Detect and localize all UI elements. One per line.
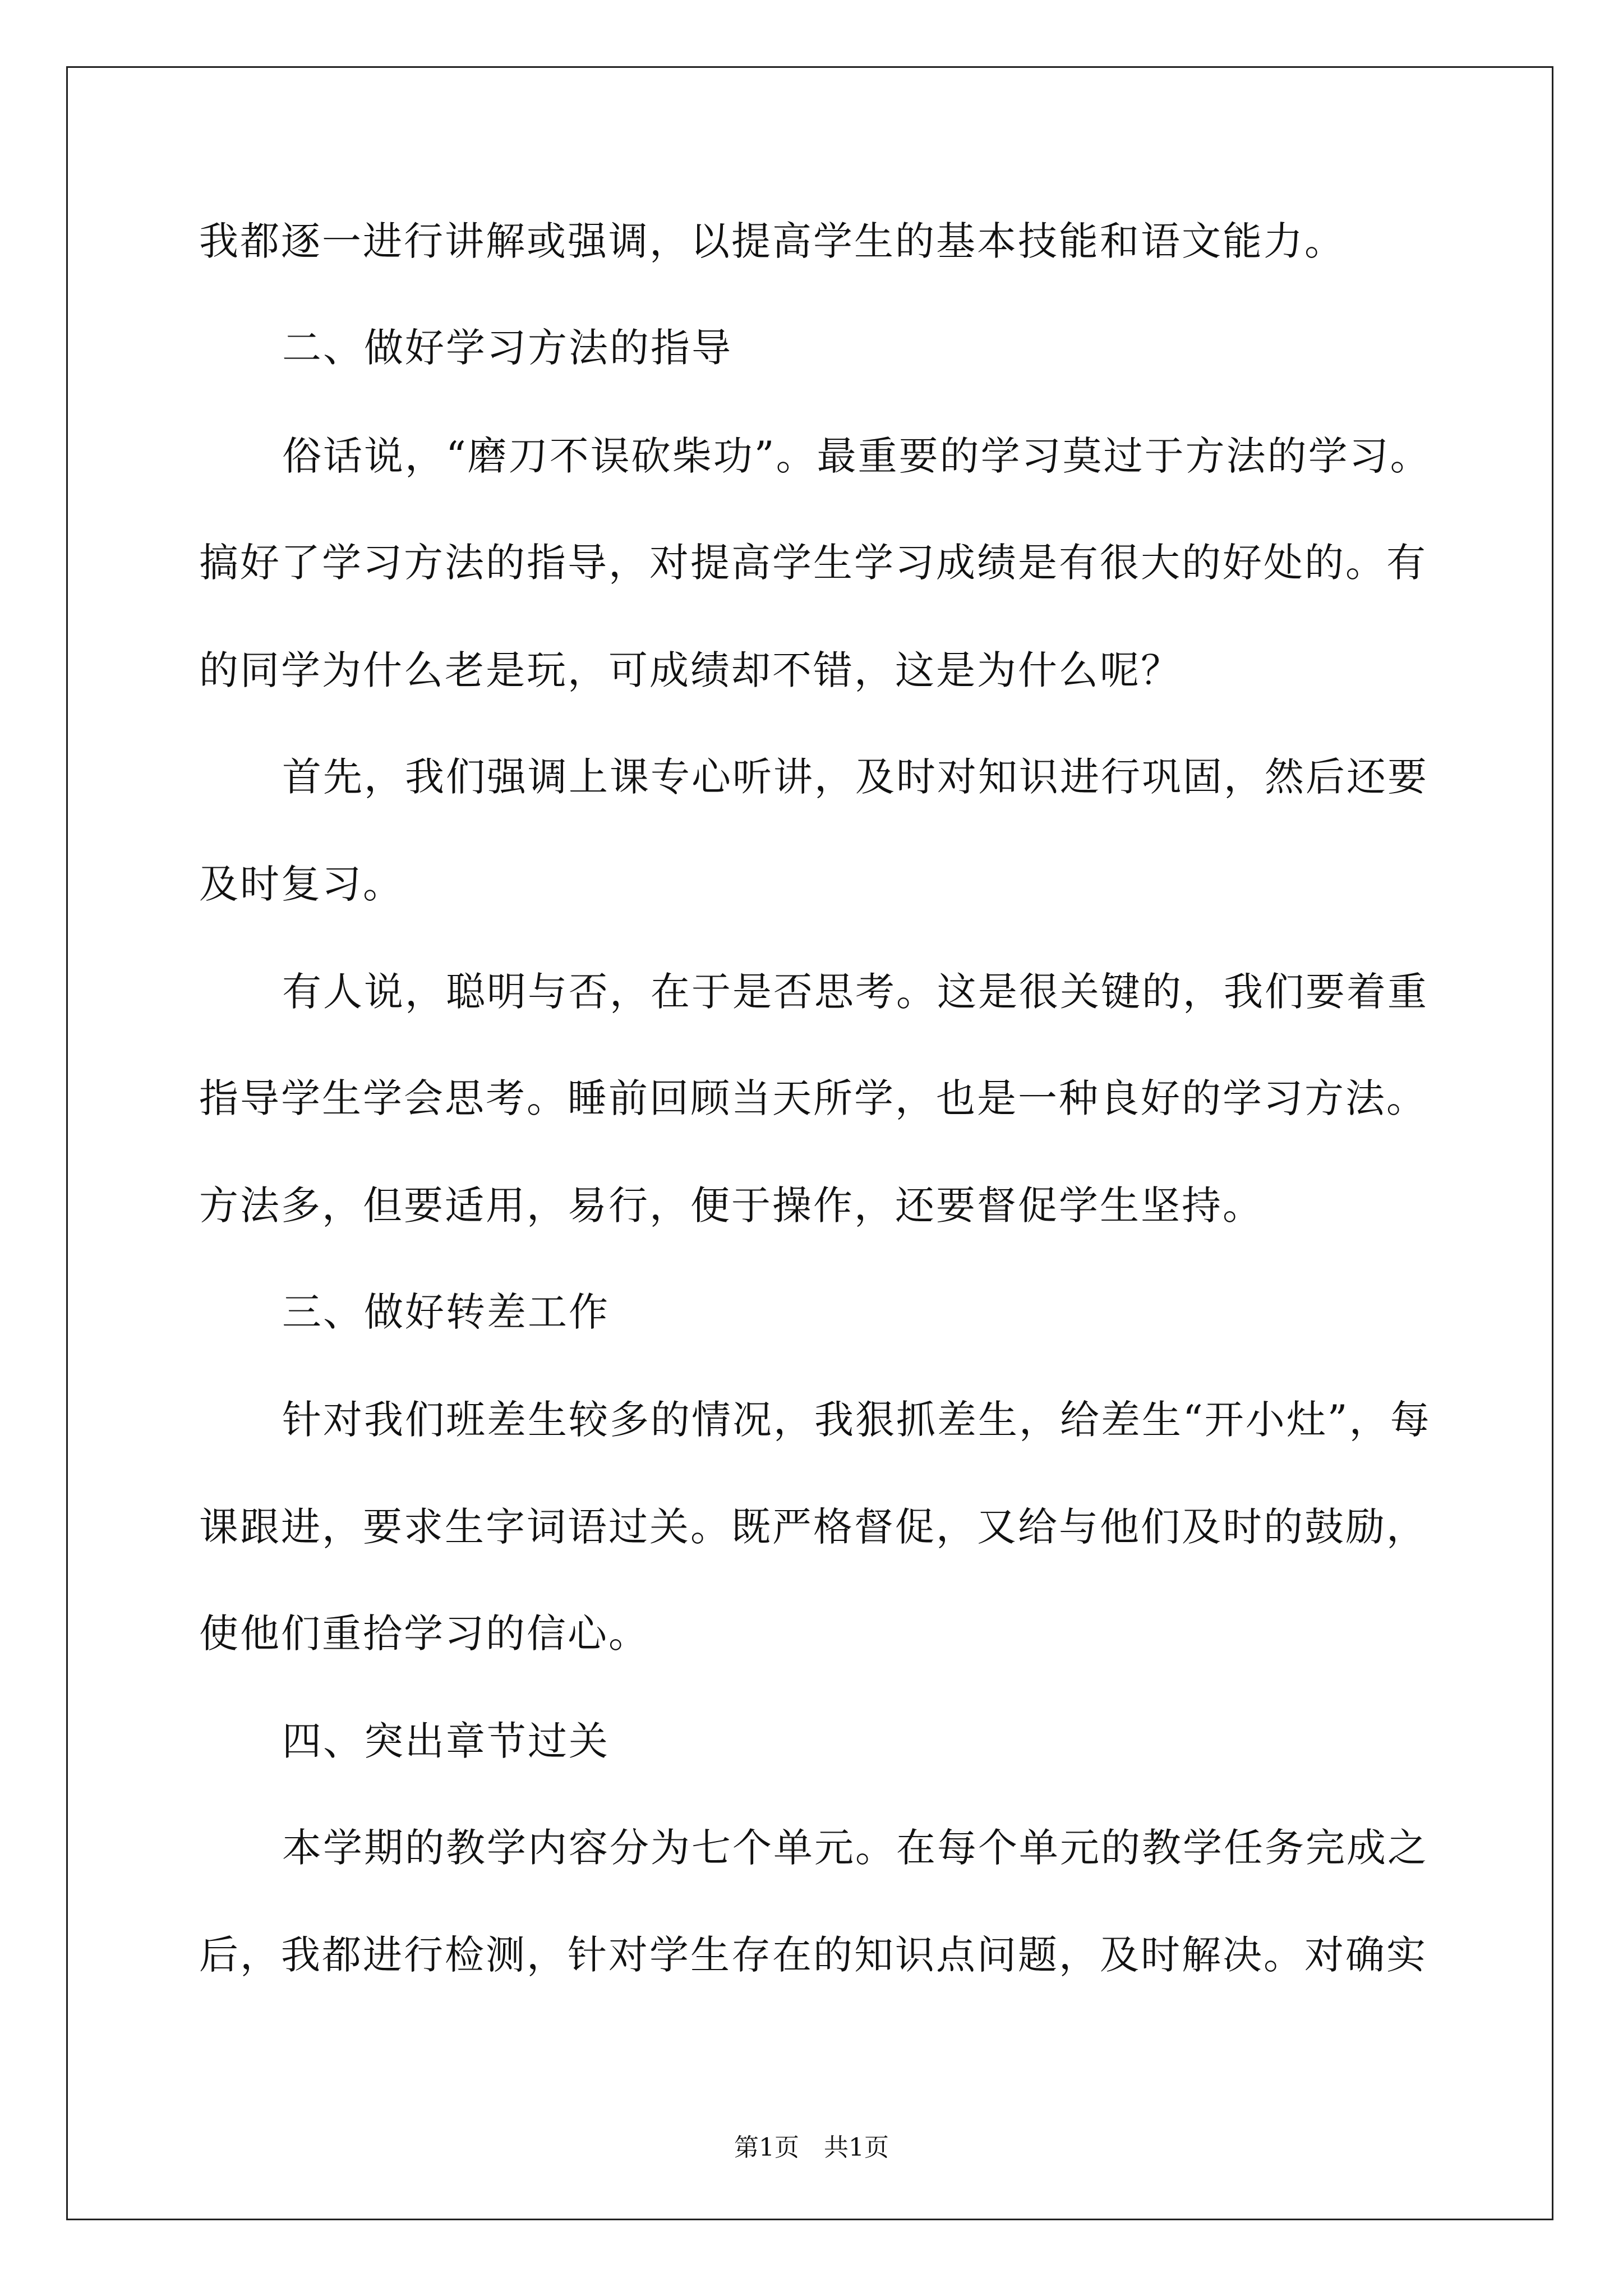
text-line: 搞好了学习方法的指导，对提高学生学习成绩是有很大的好处的。有 <box>199 540 1427 586</box>
section-heading: 三、做好转差工作 <box>282 1289 610 1335</box>
text-line: 及时复习。 <box>199 861 404 907</box>
text-line: 的同学为什么老是玩，可成绩却不错，这是为什么呢？ <box>199 647 1182 693</box>
text-line: 后，我都进行检测，针对学生存在的知识点问题，及时解决。对确实 <box>199 1932 1427 1978</box>
text-line: 有人说，聪明与否，在于是否思考。这是很关键的，我们要着重 <box>282 969 1428 1015</box>
text-line: 本学期的教学内容分为七个单元。在每个单元的教学任务完成之 <box>282 1825 1428 1871</box>
page-border <box>66 66 1553 2220</box>
text-line: 首先，我们强调上课专心听讲，及时对知识进行巩固，然后还要 <box>282 754 1428 800</box>
text-line: 使他们重拾学习的信心。 <box>199 1611 649 1657</box>
text-line: 针对我们班差生较多的情况，我狠抓差生，给差生“开小灶”，每 <box>282 1397 1431 1443</box>
text-line: 俗话说，“磨刀不误砍柴功”。最重要的学习莫过于方法的学习。 <box>282 433 1431 479</box>
text-line: 方法多，但要适用，易行，便于操作，还要督促学生坚持。 <box>199 1182 1264 1228</box>
section-heading: 四、突出章节过关 <box>282 1718 610 1764</box>
section-heading: 二、做好学习方法的指导 <box>282 325 732 371</box>
text-line: 指导学生学会思考。睡前回顾当天所学，也是一种良好的学习方法。 <box>199 1075 1427 1121</box>
text-line: 我都逐一进行讲解或强调，以提高学生的基本技能和语文能力。 <box>199 218 1345 264</box>
page-footer: 第1页 共1页 <box>734 2133 889 2162</box>
text-line: 课跟进，要求生字词语过关。既严格督促，又给与他们及时的鼓励， <box>199 1504 1427 1550</box>
